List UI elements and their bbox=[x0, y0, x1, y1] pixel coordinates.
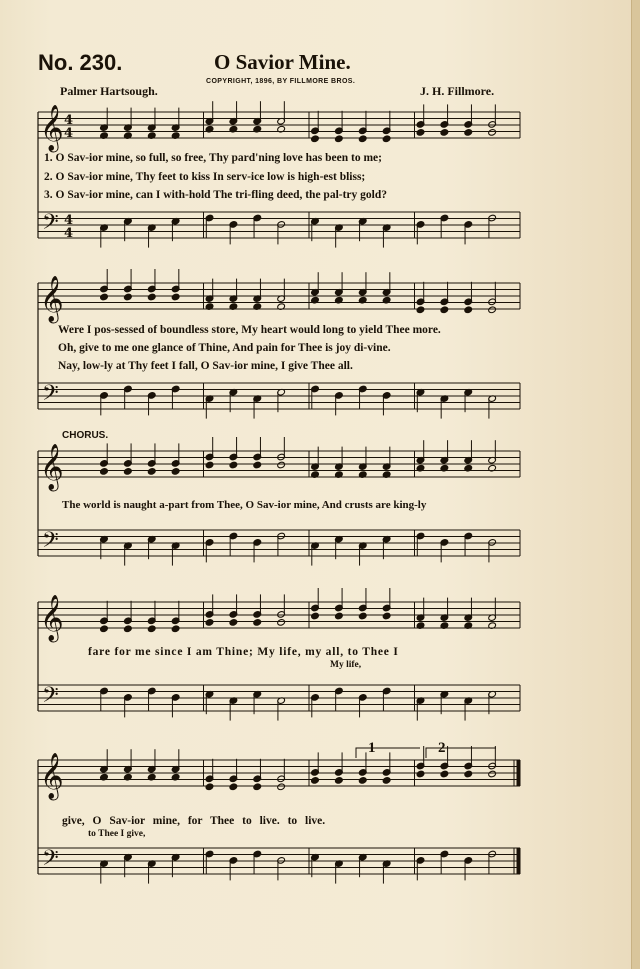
treble-clef: 𝄞 bbox=[40, 444, 64, 490]
note-head bbox=[382, 612, 391, 620]
note-head bbox=[311, 777, 320, 785]
note-head bbox=[253, 619, 262, 627]
chorus-line-2: fare for me since I am Thine; My life, my all, to Thee I bbox=[88, 646, 399, 658]
note-head bbox=[171, 625, 180, 633]
note-head bbox=[229, 461, 238, 469]
note-head bbox=[488, 306, 497, 314]
note-head bbox=[440, 129, 449, 137]
note-head bbox=[147, 468, 156, 476]
note-head bbox=[100, 293, 109, 301]
note-head bbox=[100, 468, 109, 476]
note-head bbox=[277, 461, 286, 469]
second-ending-bracket bbox=[426, 748, 496, 758]
note-head bbox=[277, 619, 286, 627]
note-head bbox=[358, 777, 367, 785]
verse-3-line-1: 3. O Sav-ior mine, can I with-hold The tri-fling deed, the pal-try gold? bbox=[44, 189, 387, 201]
note-head bbox=[335, 777, 344, 785]
bass-clef: 𝄢 bbox=[42, 683, 59, 713]
note-head bbox=[124, 625, 133, 633]
time-signature-bottom: 4 bbox=[64, 126, 74, 141]
note-head bbox=[382, 135, 391, 143]
first-ending-label: 1 bbox=[368, 740, 376, 756]
note-head bbox=[335, 612, 344, 620]
chorus-line-3: give, O Sav-ior mine, for Thee to live. to live. bbox=[62, 815, 326, 827]
treble-clef: 𝄞 bbox=[40, 595, 64, 641]
note-head bbox=[311, 135, 320, 143]
chorus-line-2-bass: My life, bbox=[330, 660, 362, 670]
note-head bbox=[147, 625, 156, 633]
verse-2-line-2: Oh, give to me one glance of Thine, And pain for Thee is joy di-vine. bbox=[58, 342, 391, 354]
note-head bbox=[416, 129, 425, 137]
note-head bbox=[229, 619, 238, 627]
note-head bbox=[124, 468, 133, 476]
note-head bbox=[358, 612, 367, 620]
note-head bbox=[440, 770, 449, 778]
chorus-label: CHORUS. bbox=[62, 430, 109, 441]
note-head bbox=[311, 612, 320, 620]
lyricist: Palmer Hartsough. bbox=[60, 84, 158, 98]
note-head bbox=[382, 777, 391, 785]
note-head bbox=[205, 619, 214, 627]
composer: J. H. Fillmore. bbox=[420, 84, 495, 98]
note-head bbox=[358, 135, 367, 143]
note-head bbox=[464, 770, 473, 778]
bass-clef: 𝄢 bbox=[42, 846, 59, 876]
note-head bbox=[124, 293, 133, 301]
note-head bbox=[205, 461, 214, 469]
note-head bbox=[464, 306, 473, 314]
note-head bbox=[488, 770, 497, 778]
note-head bbox=[171, 293, 180, 301]
note-head bbox=[440, 306, 449, 314]
hymn-number: No. 230. bbox=[38, 50, 123, 75]
second-ending-label: 2 bbox=[438, 740, 446, 756]
time-signature-top: 4 bbox=[64, 113, 74, 128]
time-signature-bottom: 4 bbox=[64, 226, 74, 241]
verse-1-line-1: 1. O Sav-ior mine, so full, so free, Thy pard'ning love has been to me; bbox=[44, 152, 382, 164]
note-head bbox=[488, 129, 497, 137]
copyright-notice: COPYRIGHT, 1896, BY FILLMORE BROS. bbox=[206, 78, 356, 85]
note-head bbox=[464, 129, 473, 137]
time-signature-top: 4 bbox=[64, 213, 74, 228]
note-head bbox=[171, 468, 180, 476]
chorus-line-3-bass: to Thee I give, bbox=[88, 829, 146, 839]
verse-2-line-1: 2. O Sav-ior mine, Thy feet to kiss In serv-ice low is high-est bliss; bbox=[44, 171, 366, 183]
verse-3-line-2: Nay, low-ly at Thy feet I fall, O Sav-ior mine, I give Thee all. bbox=[58, 360, 353, 372]
treble-clef: 𝄞 bbox=[40, 753, 64, 799]
note-head bbox=[277, 783, 286, 791]
hymn-title: O Savior Mine. bbox=[214, 50, 351, 74]
bass-clef: 𝄢 bbox=[42, 381, 59, 411]
treble-clef: 𝄞 bbox=[40, 276, 64, 322]
note-head bbox=[416, 306, 425, 314]
note-head bbox=[147, 293, 156, 301]
note-head bbox=[253, 783, 262, 791]
note-head bbox=[416, 770, 425, 778]
note-head bbox=[335, 135, 344, 143]
note-head bbox=[229, 783, 238, 791]
treble-clef: 𝄞 bbox=[40, 105, 64, 151]
bass-clef: 𝄢 bbox=[42, 210, 59, 240]
bass-clef: 𝄢 bbox=[42, 528, 59, 558]
note-head bbox=[253, 461, 262, 469]
note-head bbox=[100, 625, 109, 633]
chorus-line-1: The world is naught a-part from Thee, O Sav-ior mine, And crusts are king-ly bbox=[62, 499, 427, 511]
verse-1-line-2: Were I pos-sessed of boundless store, My heart would long to yield Thee more. bbox=[58, 324, 441, 336]
note-head bbox=[205, 783, 214, 791]
